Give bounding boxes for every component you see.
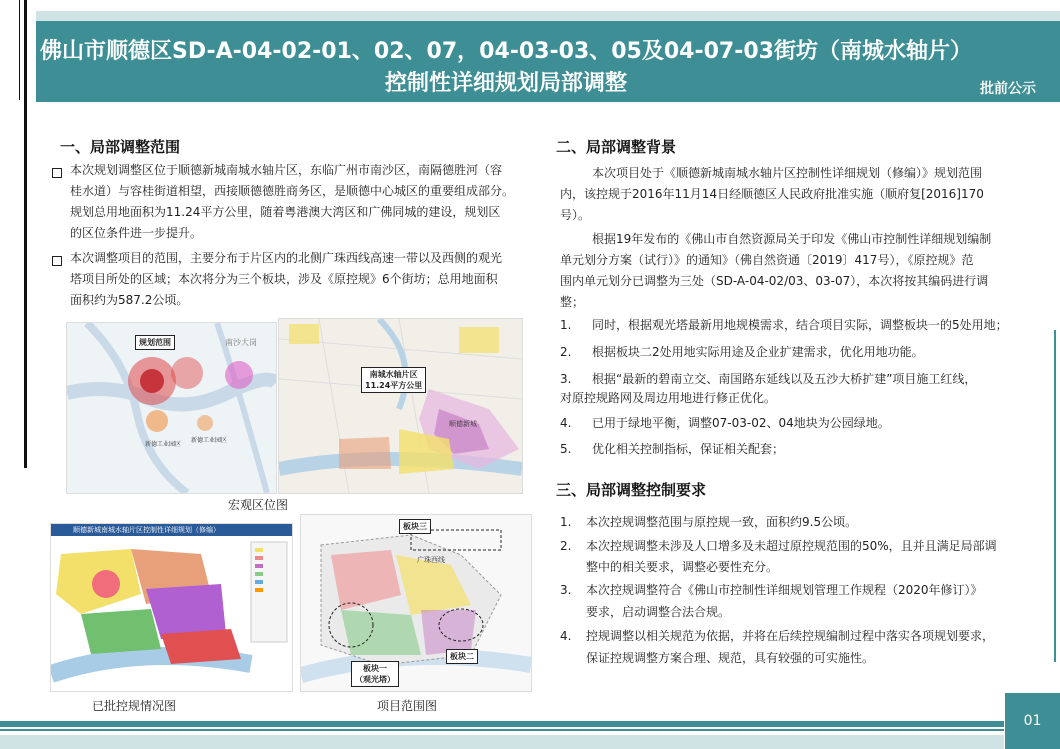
page-title-line1: 佛山市顺德区SD-A-04-02-01、02、07，04-03-03、05及04-07-03街坊（南城水轴片）: [40, 39, 972, 64]
approved-plan-drawing: [51, 524, 292, 691]
project-scope-map: [300, 514, 532, 692]
frame-line-right: [1054, 330, 1056, 662]
list-item: 1. 同时，根据观光塔最新用地规模需求，结合项目实际，调整板块一的5处用地；: [560, 318, 1008, 332]
list-item-continued: 对原控规路网及周边用地进行修正优化。: [560, 391, 777, 405]
caption-project-scope: 项目范围图: [377, 699, 438, 713]
map-label-planning-area: 规划范围: [135, 335, 175, 350]
frame-line-thin: [19, 0, 20, 100]
frame-line-left: [24, 0, 27, 468]
list-item-continued: 整中的相关要求，调整必要性充分。: [586, 560, 779, 574]
approved-plan-map: [50, 523, 293, 692]
section2-paragraph2: 根据19年发布的《佛山市自然资源局关于印发《佛山市控制性详细规划编制 单元划分方案（试行）》的通知》（佛自然资通〔2019〕417号），《原控规》范 围内单元划分已调整为三处（SD-A-04-02/03、03-07），本次将按其编码进行调 整；: [560, 232, 992, 309]
plan-title-text: 顺德新城南城水轴片区控制性详细规划（修编）: [73, 526, 220, 534]
list-item-continued: 要求，启动调整合法合规。: [586, 605, 731, 619]
map-label-nansha: 南沙大岗: [225, 338, 257, 347]
city-map-drawing: [279, 319, 522, 493]
status-badge: 批前公示: [980, 81, 1036, 97]
section1-bullet2: 本次调整项目的范围，主要分布于片区内的北侧广珠西线高速一带以及西侧的观光 塔项目所处的区域；本次将分为三个板块，涉及《原控规》6个街坊；总用地面积 面积约为587.2公顷。: [70, 251, 503, 307]
location-map-city: [278, 318, 523, 494]
footer-line: [0, 729, 1004, 731]
list-item: 1. 本次控规调整范围与原控规一致，面积约9.5公顷。: [560, 515, 858, 529]
label-block-1: 板块一 （观光塔）: [351, 661, 399, 687]
caption-approved-plan: 已批控规情况图: [92, 699, 177, 713]
footer-bar: [0, 721, 1004, 727]
section2-paragraph1: 本次项目处于《顺德新城南城水轴片区控制性详细规划（修编）》规划范围 内，该控规于2016年11月14日经顺德区人民政府批准实施（顺府复[2016]170 号）。: [560, 166, 984, 222]
map-label-industrial-2: 新德工业园区: [191, 437, 228, 444]
map-label-south-city: 南城水轴片区 11.24平方公里: [361, 367, 426, 393]
page-number: 01: [1005, 693, 1060, 749]
map-label-new-city: 顺德新城: [449, 420, 477, 428]
caption-location-map: 宏观区位图: [228, 498, 289, 512]
section2-title: 二、局部调整背景: [556, 138, 677, 156]
label-block-3: 板块三: [399, 519, 431, 534]
map-label-industrial-1: 新德工业园区: [145, 441, 182, 448]
section1-bullet1: 本次规划调整区位于顺德新城南城水轴片区，东临广州市南沙区，南隔德胜河（容 桂水道）与容桂街道相望，西接顺德德胜商务区，是顺德中心城区的重要组成部分。 规划总用地面积为11.24平方公里，随着粤港澳大湾区和广佛同城的建设，规划区 的区位条件进一步提升。: [70, 163, 515, 240]
bullet-square-icon: [52, 168, 62, 178]
list-item: 4. 已用于绿地平衡，调整07-03-02、04地块为公园绿地。: [560, 416, 890, 430]
section1-title: 一、局部调整范围: [60, 138, 181, 156]
list-item: 3. 本次控规调整符合《佛山市控制性详细规划管理工作规程（2020年修订）》: [560, 583, 983, 597]
list-item: 3. 根据“最新的碧南立交、南国路东延线以及五沙大桥扩建”项目施工红线，: [560, 372, 977, 386]
bullet-square-icon: [52, 256, 62, 266]
footer-strip: [0, 735, 1004, 749]
label-expressway: 广珠西线: [417, 556, 445, 564]
top-strip: [36, 11, 1060, 21]
page-title-line2: 控制性详细规划局部调整: [384, 71, 627, 96]
location-map-regional: [66, 322, 277, 494]
project-scope-drawing: [301, 515, 531, 691]
list-item: 2. 本次控规调整未涉及人口增多及未超过原控规范围的50%，且并且满足局部调: [560, 539, 997, 553]
list-item: 2. 根据板块二2处用地实际用途及企业扩建需求，优化用地功能。: [560, 345, 924, 359]
list-item: 4. 控规调整以相关规范为依据，并将在后续控规编制过程中落实各项规划要求，: [560, 629, 995, 643]
list-item: 5. 优化相关控制指标，保证相关配套；: [560, 442, 785, 456]
section3-title: 三、局部调整控制要求: [556, 481, 707, 499]
list-item-continued: 保证控规调整方案合理、规范，具有较强的可实施性。: [586, 651, 875, 665]
label-block-2: 板块二: [446, 649, 478, 664]
